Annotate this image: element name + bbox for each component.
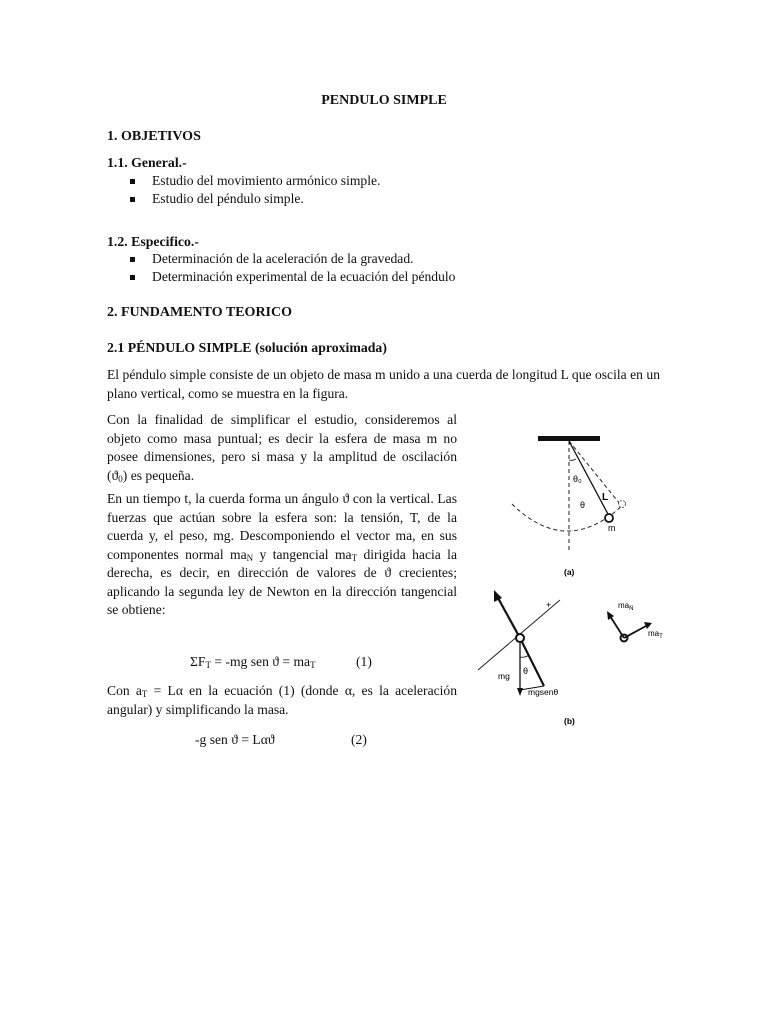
section-objetivos-heading: 1. OBJETIVOS bbox=[107, 129, 201, 144]
panel-b-label: (b) bbox=[564, 716, 575, 726]
theta-label: θ bbox=[580, 500, 586, 510]
paragraph-simplificando: Con $a_T = L\alpha$ en la ecuación (1) (donde α, es la aceleración angular) y simplificando la masa. bbox=[107, 683, 458, 717]
mgsen-label: mgsenθ bbox=[528, 687, 559, 697]
paragraph-fuerzas: En un tiempo t, la cuerda forma un ángulo ϑ con la vertical. Las fuerzas que actúan sobre la esfera son: la tensión, T, de la cuerda y, el peso, mg. Descomponiendo el vector ma, en sus componentes normal $ma_N$ y tangencial $ma_T$ dirigida hacia la derecha, es decir, en dirección de valores de ϑ crecientes; aplicando la segunda ley de Newton en la dirección tangencial se obtiene: bbox=[107, 491, 457, 617]
bullet-icon bbox=[130, 179, 135, 184]
panel-a-label: (a) bbox=[564, 567, 575, 577]
normal-axis-arrowhead bbox=[607, 611, 614, 620]
list-item: Estudio del movimiento armónico simple. bbox=[128, 172, 648, 190]
equation-2-number: (2) bbox=[351, 732, 367, 747]
maT-label: $ma_T$ bbox=[648, 629, 663, 640]
normal-axis bbox=[610, 616, 624, 638]
pendulo-subheading: 2.1 PÉNDULO SIMPLE (solución aproximada) bbox=[107, 340, 387, 355]
specific-heading: 1.2. Especifico.- bbox=[107, 234, 199, 249]
length-label: L bbox=[602, 492, 609, 503]
equation-2: -g sen ϑ = Lαϑ bbox=[195, 732, 275, 747]
tangent-axis bbox=[624, 626, 646, 638]
intro-paragraph: El péndulo simple consiste de un objeto de masa m unido a una cuerda de longitud L que oscila en un plano vertical, como se muestra en la figura. bbox=[107, 367, 660, 401]
string-lower bbox=[520, 638, 544, 686]
maN-label: $ma_N$ bbox=[618, 601, 634, 612]
angle-arc bbox=[569, 459, 576, 460]
bullet-icon bbox=[130, 275, 135, 280]
list-item: Determinación experimental de la ecuación del péndulo bbox=[128, 268, 648, 286]
bob-b bbox=[516, 634, 524, 642]
bullet-icon bbox=[130, 197, 135, 202]
equation-1: $\Sigma F_T = -mg$ sen $ϑ = ma_T$ bbox=[190, 654, 316, 670]
figure-panel-b bbox=[478, 590, 663, 726]
pendulum-figure bbox=[470, 432, 670, 732]
list-item: Determinación de la aceleración de la gravedad. bbox=[128, 250, 648, 268]
paragraph-simplificar: Con la finalidad de simplificar el estudio, consideremos al objeto como masa puntual; es decir la esfera de masa m no posee dimensiones, pero si masa y la amplitud de oscilación $(ϑ_0)$ es pequeña. bbox=[107, 412, 457, 484]
theta0-label: θ₀ bbox=[573, 474, 582, 484]
specific-list bbox=[128, 250, 648, 286]
plus-label: + bbox=[546, 600, 552, 610]
bullet-icon bbox=[130, 257, 135, 262]
mg-label: mg bbox=[498, 671, 510, 681]
general-heading: 1.1. General.- bbox=[107, 155, 187, 170]
mass-label: m bbox=[608, 523, 616, 533]
ceiling-support bbox=[538, 436, 600, 441]
tension-arrow bbox=[498, 598, 520, 638]
list-item: Estudio del péndulo simple. bbox=[128, 190, 648, 208]
bob-max-position bbox=[619, 501, 626, 508]
equation-1-number: (1) bbox=[356, 654, 372, 669]
page-title: PENDULO SIMPLE bbox=[321, 93, 447, 108]
figure-panel-a bbox=[512, 436, 628, 577]
section-fundamento-heading: 2. FUNDAMENTO TEORICO bbox=[107, 305, 293, 320]
general-list bbox=[128, 172, 648, 208]
bob-mass bbox=[605, 514, 613, 522]
max-amplitude-line bbox=[569, 441, 620, 504]
theta-b-label: θ bbox=[523, 666, 529, 676]
